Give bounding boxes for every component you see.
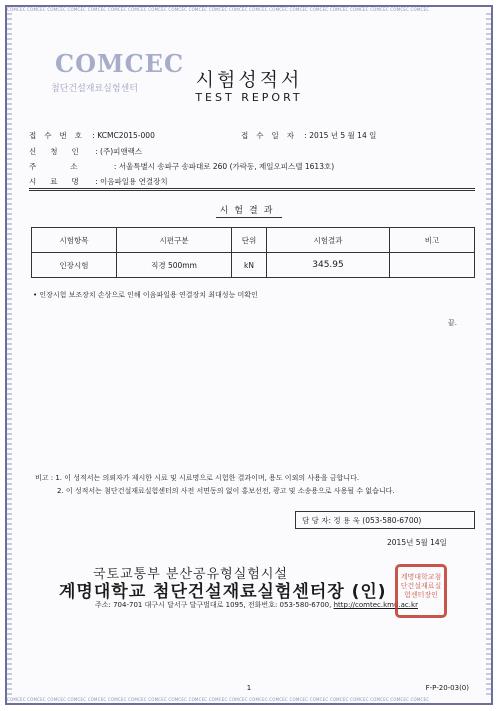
ministry-line: 국토교통부 분산공유형실험시설: [93, 567, 288, 582]
form-code: F-P-20-03(0): [425, 684, 469, 692]
address-value: : 서울특별시 송파구 송파대로 260 (가락동, 제일오피스텔 1613호): [113, 162, 335, 171]
results-heading-text: 시험결과: [216, 206, 283, 218]
header-test-item: 시험항목: [32, 228, 117, 253]
receipt-date-label: 접수일자: [241, 131, 302, 140]
applicant-label: 신청인: [29, 147, 93, 156]
page-number: 1: [246, 684, 252, 692]
header-remark: 비고: [390, 228, 475, 253]
results-header-row: [32, 228, 475, 253]
center-address-text: 주소: 704-701 대구시 달서구 달구벌대로 1095, 전화번호: 053-580-6700,: [95, 601, 332, 609]
cell-unit: kN: [232, 253, 267, 278]
results-table: [31, 227, 475, 278]
address-row: [29, 161, 334, 172]
remark-line-2: 2. 이 성적서는 첨단건설재료실험센터의 사전 서면동의 없이 홍보선전, 광고 및 소송용으로 사용될 수 없습니다.: [57, 487, 395, 495]
report-title-korean: 시험성적서: [195, 69, 303, 91]
cell-specimen: 직경 500mm: [117, 253, 232, 278]
remark-line-1: 비고 : 1. 이 성적서는 의뢰자가 제시한 시료 및 시료명으로 시험한 결과이며, 용도 이외의 사용을 금합니다.: [35, 474, 360, 482]
applicant-row: [29, 146, 142, 157]
report-page: [5, 5, 493, 705]
official-seal: 계명대학교첨단건설재료실험센터장인: [395, 564, 447, 618]
remarks-block: [35, 472, 395, 498]
header-divider: [29, 188, 475, 189]
header-result: 시험결과: [267, 228, 390, 253]
table-row: [32, 253, 475, 278]
receipt-number-row: [29, 130, 155, 141]
header-unit: 단위: [232, 228, 267, 253]
receipt-date-value: : 2015 년 5 월 14 일: [304, 131, 377, 140]
contact-box: 담 당 자: 정 용 욱 (053-580-6700): [295, 511, 475, 529]
security-border-right: [486, 13, 491, 697]
address-label: 주소: [29, 162, 112, 171]
report-title-english: TEST REPORT: [195, 91, 303, 104]
logo-subtitle: 첨단건설재료실험센터: [51, 84, 138, 94]
receipt-number-value: : KCMC2015-000: [92, 131, 155, 140]
sample-value: : 이음파일용 연결장치: [95, 177, 168, 186]
header-divider-double: [29, 190, 475, 191]
center-website-link[interactable]: http://comtec.kmu.ac.kr: [333, 601, 418, 609]
cell-result: 345.95: [267, 253, 390, 278]
applicant-value: : (주)피앤렉스: [95, 147, 143, 156]
receipt-date-row: [241, 130, 376, 141]
results-heading: [7, 203, 491, 216]
report-date: 2015년 5월 14일: [387, 538, 447, 547]
security-border-left: [7, 13, 12, 697]
center-address: [95, 600, 418, 610]
receipt-number-label: 접수번호: [29, 131, 90, 140]
header-specimen: 시편구분: [117, 228, 232, 253]
sample-row: [29, 176, 168, 187]
sample-label: 시료명: [29, 177, 93, 186]
logo-wordmark: COMCEC: [55, 49, 185, 78]
center-director-line: 계명대학교 첨단건설재료실험센터장 (인): [59, 582, 387, 602]
cell-test-item: 인장시험: [32, 253, 117, 278]
cell-remark: [390, 253, 475, 278]
security-border-bottom: COMCEC COMCEC COMCEC COMCEC COMCEC COMCEC COMCEC COMCEC COMCEC COMCEC COMCEC COMCEC COMCEC COMCEC COMCEC COMCEC COMCEC COMCEC COMCEC COMCEC COMCEC: [7, 697, 430, 702]
end-mark: 끝.: [448, 319, 457, 327]
test-note: • 인장시험 보조장치 손상으로 인해 이음파일용 연결장치 최대성능 미확인: [33, 291, 258, 299]
security-border-top: COMCEC COMCEC COMCEC COMCEC COMCEC COMCEC COMCEC COMCEC COMCEC COMCEC COMCEC COMCEC COMCEC COMCEC COMCEC COMCEC COMCEC COMCEC COMCEC COMCEC COMCEC: [7, 7, 430, 12]
